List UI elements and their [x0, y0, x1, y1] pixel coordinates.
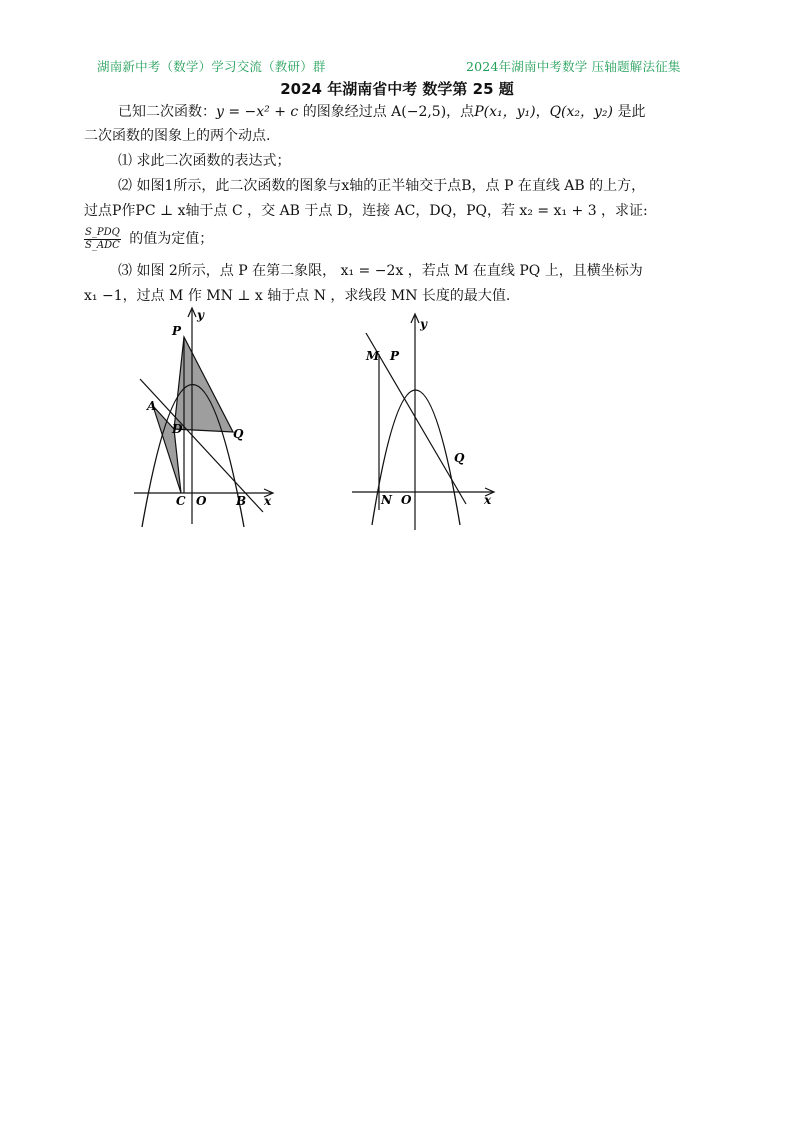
- part-3-line-1: ⑶ 如图 2所示，点 P 在第二象限， x₁ = −2x ，若点 M 在直线 PQ 上，且横坐标为: [118, 263, 643, 279]
- label-y: y: [197, 308, 204, 322]
- label-x: x: [484, 493, 492, 507]
- label-q: Q: [454, 451, 465, 465]
- part-1: ⑴ 求此二次函数的表达式；: [118, 153, 291, 169]
- label-n: N: [381, 493, 392, 507]
- header-left: 湖南新中考（数学）学习交流（教研）群: [97, 59, 326, 74]
- intro-text-c: 是此: [613, 104, 646, 120]
- label-m: M: [366, 349, 380, 363]
- label-p: P: [172, 324, 182, 338]
- fraction-numerator: S_PDQ: [85, 226, 120, 238]
- part-2-line-3: [84, 222, 724, 256]
- fraction-denominator: S_ADC: [85, 239, 120, 251]
- label-o: O: [196, 494, 207, 508]
- label-a: A: [147, 399, 157, 413]
- intro-function: y = −x² + c: [216, 104, 299, 120]
- intro-point-q: Q(x₂，y₂): [549, 104, 613, 120]
- part-3-line-2: x₁ −1，过点 M 作 MN ⊥ x 轴于点 N ，求线段 MN 长度的最大值.: [84, 288, 511, 304]
- area-ratio-fraction: [84, 227, 121, 252]
- label-b: B: [236, 494, 247, 508]
- label-c: C: [176, 494, 186, 508]
- part-2-line-2: 过点P作PC ⊥ x轴于点 C ，交 AB 于点 D，连接 AC，DQ，PQ，若 x₂ = x₁ + 3 ，求证:: [84, 203, 648, 219]
- label-o: O: [401, 493, 412, 507]
- label-y: y: [420, 317, 427, 331]
- label-d: D: [172, 422, 183, 436]
- part-2-tail: 的值为定值；: [124, 231, 214, 247]
- figure-2: [350, 310, 500, 532]
- intro-text-b: 的图象经过点 A(−2,5)，点: [298, 104, 475, 120]
- figure-1: [130, 302, 280, 532]
- problem-intro: [84, 100, 724, 124]
- intro-point-p: P(x₁，y₁): [474, 104, 536, 120]
- part-2-line-1: ⑵ 如图1所示，此二次函数的图象与x轴的正半轴交于点B，点 P 在直线 AB 的上方，: [118, 178, 646, 194]
- intro-text-a: 已知二次函数：: [118, 104, 216, 120]
- line-pq: [366, 333, 466, 504]
- label-p: P: [390, 349, 400, 363]
- intro-line-2: 二次函数的图象上的两个动点.: [84, 128, 271, 144]
- label-x: x: [264, 494, 272, 508]
- header-right: 2024年湖南中考数学 压轴题解法征集: [466, 59, 681, 74]
- intro-separator: ，: [535, 104, 550, 120]
- label-q: Q: [233, 427, 244, 441]
- page-title: 2024 年湖南省中考 数学第 25 题: [280, 80, 514, 98]
- triangle-pdq-shade: [174, 337, 233, 432]
